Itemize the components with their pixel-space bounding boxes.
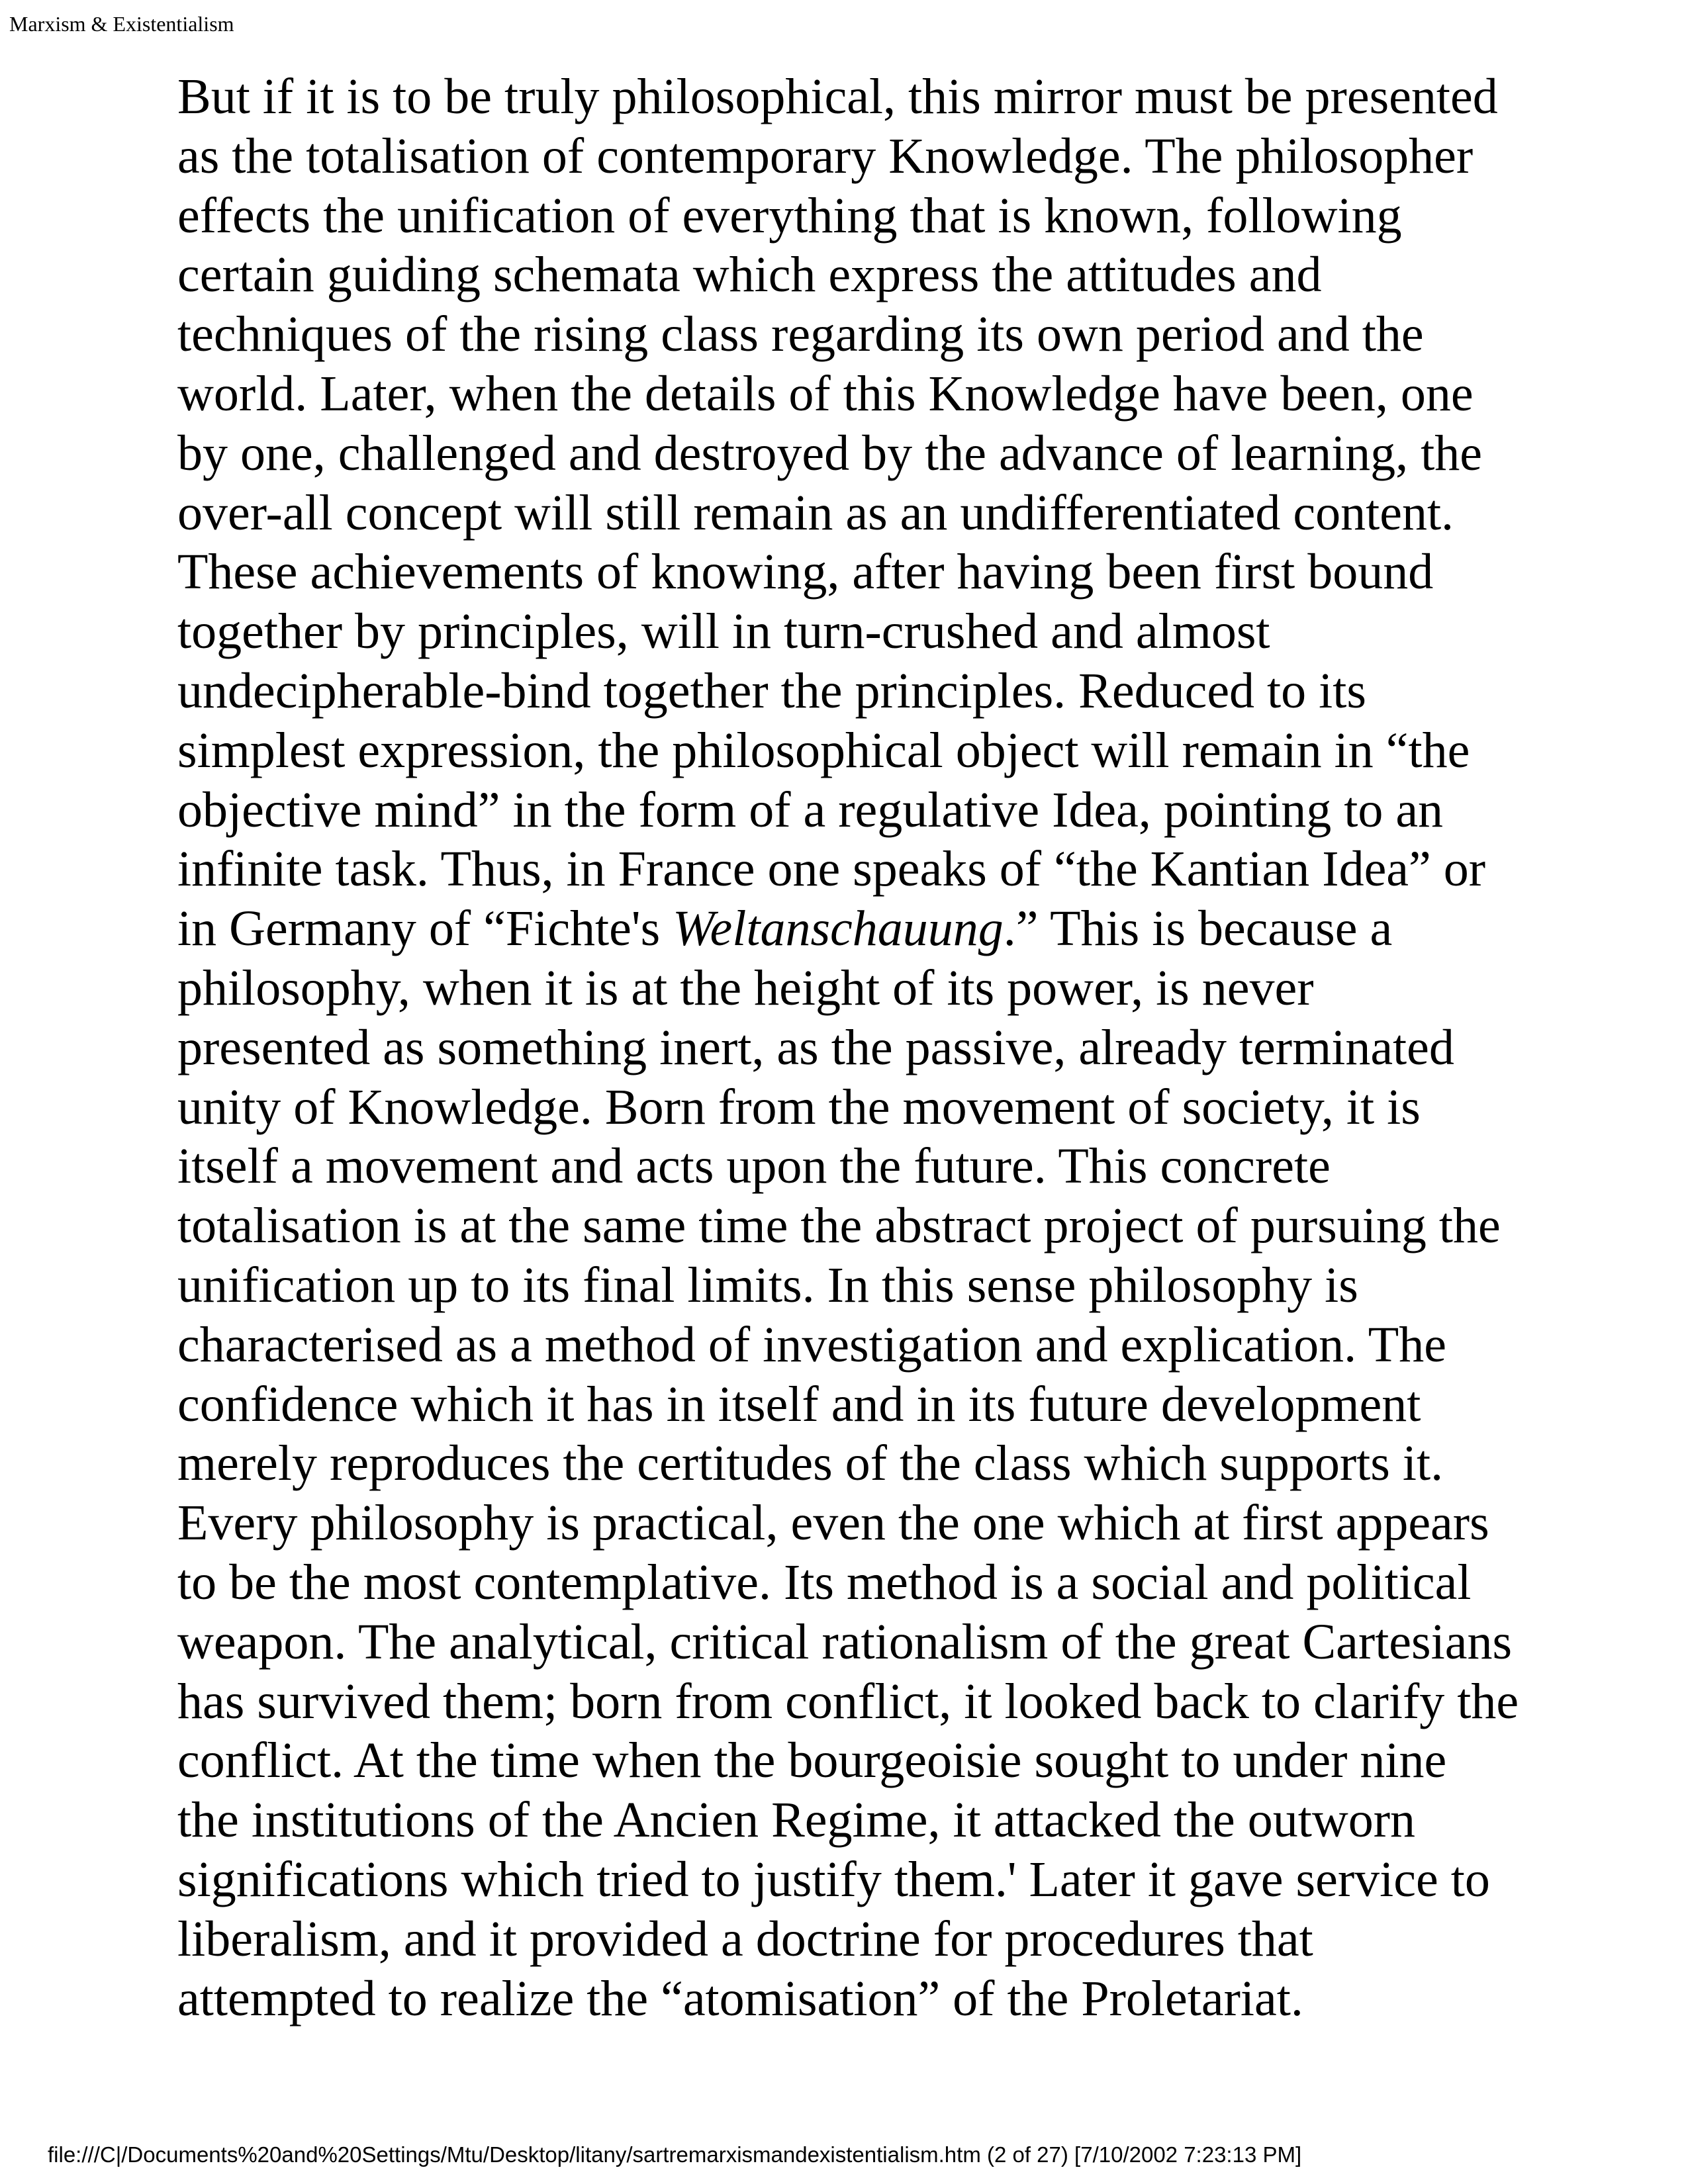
text-line: over-all concept will still remain as an undifferentiated content.: [177, 484, 1454, 541]
text-line: world. Later, when the details of this Knowledge have been, one: [177, 365, 1474, 422]
text-line-with-italic: [177, 899, 1561, 959]
text-line: philosophy, when it is at the height of its power, is never: [177, 960, 1314, 1016]
text-line: techniques of the rising class regarding its own period and the: [177, 306, 1424, 363]
text-line: itself a movement and acts upon the future. This concrete: [177, 1138, 1331, 1195]
text-line: together by principles, will in turn-crushed and almost: [177, 604, 1270, 660]
text-line: attempted to realize the “atomisation” of the Proletariat.: [177, 1970, 1303, 2026]
text-line: These achievements of knowing, after having been first bound: [177, 544, 1434, 600]
text-line: liberalism, and it provided a doctrine for procedures that: [177, 1911, 1313, 1967]
text-line: to be the most contemplative. Its method is a social and political: [177, 1554, 1472, 1610]
text-line: confidence which it has in itself and in its future development: [177, 1376, 1421, 1432]
text-line: Every philosophy is practical, even the one which at first appears: [177, 1495, 1489, 1551]
text-line: conflict. At the time when the bourgeoisie sought to under nine: [177, 1733, 1447, 1789]
page-footer-source-url: file:///C|/Documents%20and%20Settings/Mtu/Desktop/litany/sartremarxismandexistentialism.htm (2 of 27) [7/10/2002 7:23:13 PM]: [48, 2142, 1302, 2167]
text-line: objective mind” in the form of a regulative Idea, pointing to an: [177, 782, 1444, 838]
text-segment: in Germany of “Fichte's: [177, 901, 673, 957]
text-line: totalisation is at the same time the abstract project of pursuing the: [177, 1198, 1501, 1254]
text-line: unification up to its final limits. In this sense philosophy is: [177, 1257, 1358, 1313]
text-line: weapon. The analytical, critical rationalism of the great Cartesians: [177, 1614, 1513, 1670]
page-header: Marxism & Existentialism: [9, 12, 234, 36]
text-line: merely reproduces the certitudes of the class which supports it.: [177, 1435, 1444, 1492]
text-line: undecipherable-bind together the principles. Reduced to its: [177, 662, 1366, 719]
text-line: simplest expression, the philosophical object will remain in “the: [177, 722, 1470, 778]
text-line: as the totalisation of contemporary Knowledge. The philosopher: [177, 128, 1474, 184]
text-line: effects the unification of everything that is known, following: [177, 187, 1402, 244]
text-segment: .” This is because a: [1003, 901, 1393, 957]
text-line: But if it is to be truly philosophical, this mirror must be presented: [177, 69, 1498, 124]
text-line: significations which tried to justify them.' Later it gave service to: [177, 1851, 1490, 1907]
text-line: infinite task. Thus, in France one speaks of “the Kantian Idea” or: [177, 841, 1486, 897]
text-line: characterised as a method of investigation and explication. The: [177, 1316, 1446, 1373]
italic-term-weltanschauung: Weltanschauung: [673, 901, 1004, 957]
text-line: has survived them; born from conflict, it looked back to clarify the: [177, 1673, 1519, 1729]
text-line: presented as something inert, as the passive, already terminated: [177, 1019, 1454, 1075]
text-line: unity of Knowledge. Born from the movement of society, it is: [177, 1079, 1421, 1135]
body-text: [177, 68, 1561, 2028]
text-line: certain guiding schemata which express the attitudes and: [177, 247, 1322, 303]
text-line: by one, challenged and destroyed by the advance of learning, the: [177, 425, 1483, 481]
text-line: the institutions of the Ancien Regime, it attacked the outworn: [177, 1792, 1416, 1848]
